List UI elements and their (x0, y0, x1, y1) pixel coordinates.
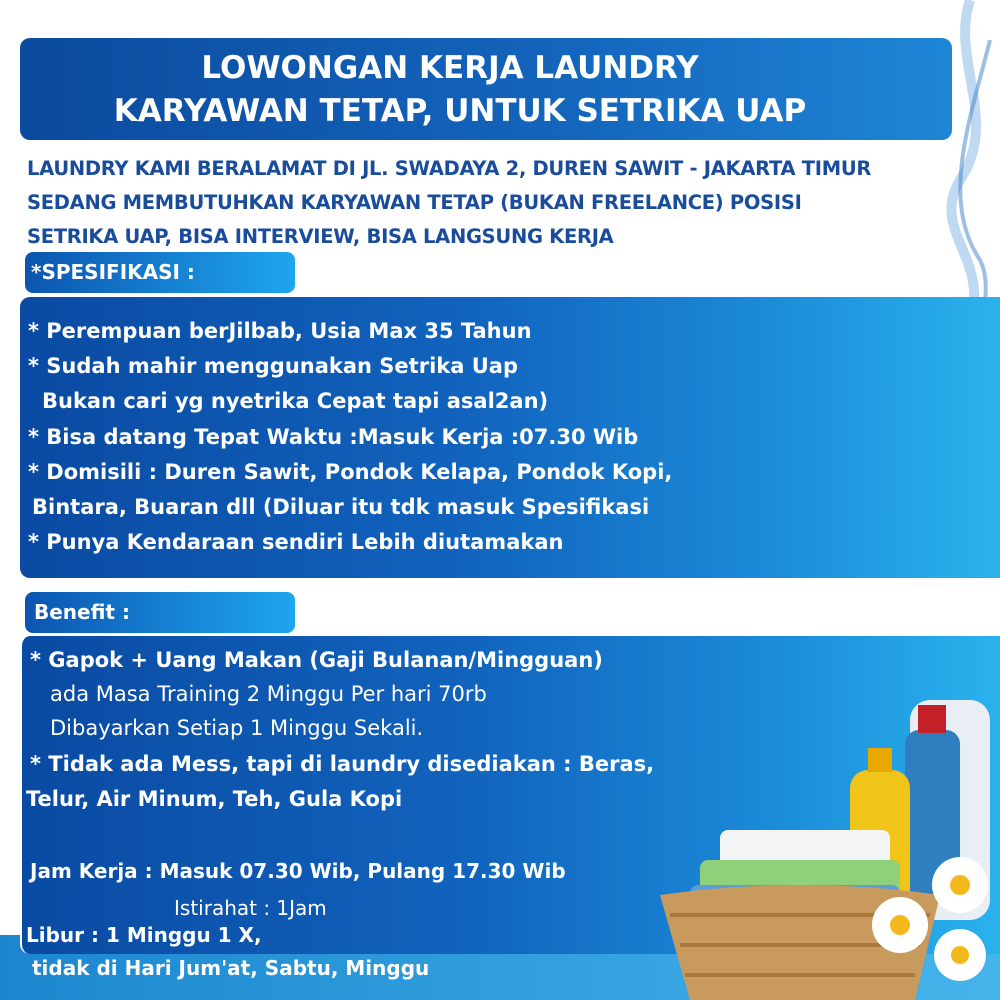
spesifikasi-panel (20, 297, 1000, 578)
spec-line: * Perempuan berJilbab, Usia Max 35 Tahun (28, 319, 532, 343)
intro-text (27, 152, 871, 254)
title-banner (20, 38, 952, 140)
spesifikasi-label: *SPESIFIKASI : (25, 252, 295, 293)
laundry-basket-image (650, 680, 1000, 1000)
jam-kerja: Jam Kerja : Masuk 07.30 Wib, Pulang 17.30 Wib (30, 859, 566, 883)
title-line-2: KARYAWAN TETAP, UNTUK SETRIKA UAP (113, 93, 807, 129)
spec-line: * Sudah mahir menggunakan Setrika Uap (28, 354, 518, 378)
benefit-line: Dibayarkan Setiap 1 Minggu Sekali. (50, 716, 424, 740)
benefit-line: * Tidak ada Mess, tapi di laundry disediakan : Beras, (30, 752, 655, 776)
benefit-label: Benefit : (25, 592, 295, 633)
title-line-1: LOWONGAN KERJA LAUNDRY (201, 50, 699, 86)
spec-line: Bukan cari yg nyetrika Cepat tapi asal2an) (42, 389, 549, 413)
intro-line: SETRIKA UAP, BISA INTERVIEW, BISA LANGSUNG KERJA (27, 225, 614, 248)
spec-line: Bintara, Buaran dll (Diluar itu tdk masuk Spesifikasi (32, 495, 650, 519)
istirahat: Istirahat : 1Jam (174, 896, 327, 920)
benefit-line: Telur, Air Minum, Teh, Gula Kopi (26, 787, 403, 811)
intro-line: LAUNDRY KAMI BERALAMAT DI JL. SWADAYA 2, DUREN SAWIT - JAKARTA TIMUR (27, 157, 872, 180)
benefit-line: ada Masa Training 2 Minggu Per hari 70rb (50, 682, 487, 706)
benefit-line: * Gapok + Uang Makan (Gaji Bulanan/Mingguan) (30, 648, 603, 672)
libur-note: tidak di Hari Jum'at, Sabtu, Minggu (32, 956, 430, 980)
spec-line: * Domisili : Duren Sawit, Pondok Kelapa, Pondok Kopi, (28, 460, 673, 484)
libur: Libur : 1 Minggu 1 X, (26, 923, 262, 947)
intro-line: SEDANG MEMBUTUHKAN KARYAWAN TETAP (BUKAN FREELANCE) POSISI (27, 191, 802, 214)
spec-line: * Bisa datang Tepat Waktu :Masuk Kerja :07.30 Wib (28, 425, 639, 449)
spec-line: * Punya Kendaraan sendiri Lebih diutamakan (28, 530, 564, 554)
